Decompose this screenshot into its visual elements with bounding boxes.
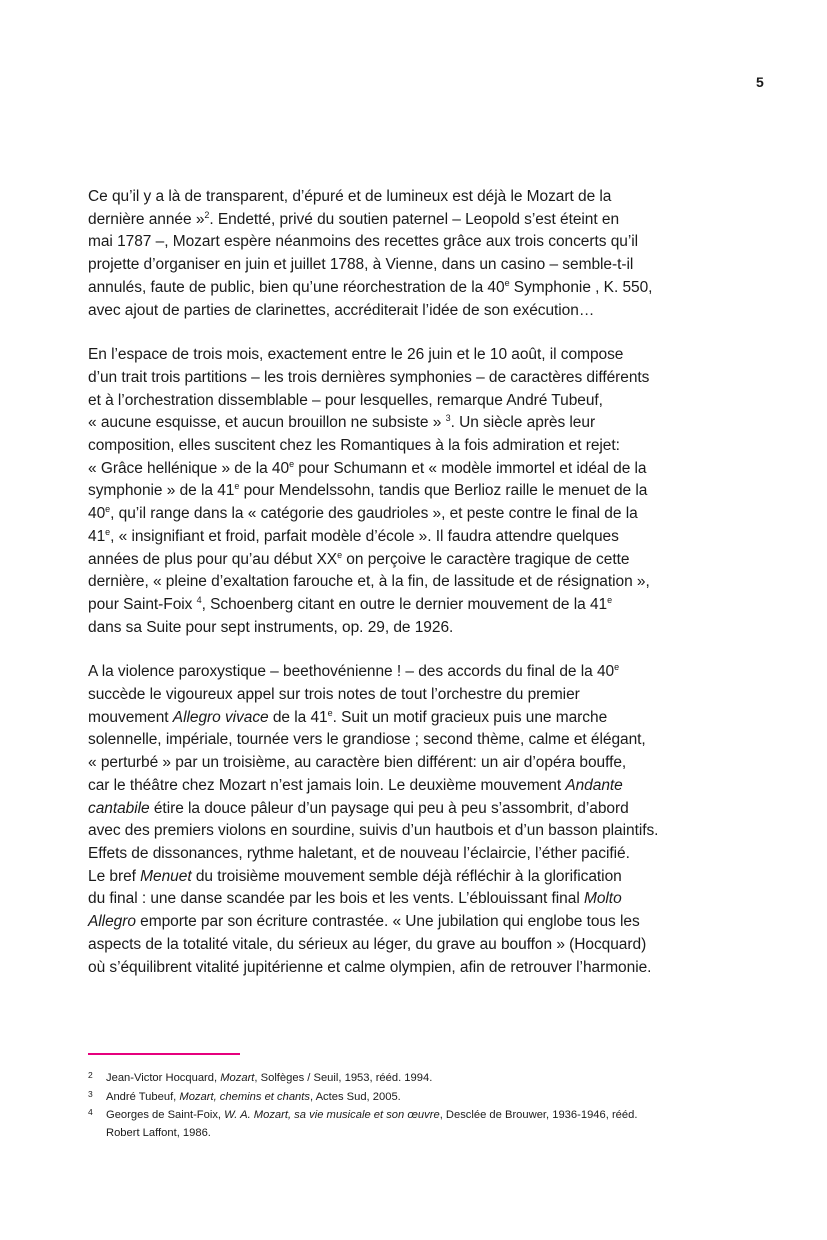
text-run: dernière année » — [88, 210, 205, 228]
text-run: projette d’organiser en juin et juillet 1788, à Vienne, dans un casino – semble-t-il — [88, 256, 634, 274]
italic-text: Allegro vivace — [172, 708, 269, 726]
footnote-text — [106, 1107, 748, 1142]
superscript: e — [337, 549, 343, 560]
superscript: e — [607, 594, 613, 605]
text-line — [106, 1089, 748, 1107]
footnote-text — [106, 1089, 748, 1107]
text-run: , Schoenberg citant en outre le dernier mouvement de la 41 — [201, 595, 608, 613]
text-run: pour Mendelssohn, tandis que Berlioz raille le menuet de la — [239, 482, 648, 500]
italic-text: Mozart — [220, 1072, 255, 1084]
text-run: , qu’il range dans la « catégorie des gaudrioles », et peste contre le final de la — [110, 505, 638, 523]
text-line — [88, 300, 738, 323]
text-run: . Un siècle après leur — [450, 414, 596, 432]
text-run: « perturbé » par un troisième, au caractère bien différent: un air d’opéra bouffe, — [88, 754, 627, 772]
footnote-number: 3 — [88, 1088, 93, 1099]
text-run: Symphonie , K. 550, — [509, 278, 653, 296]
footnotes — [88, 1070, 748, 1143]
italic-text: W. A. Mozart, sa vie musicale et son œuvre — [224, 1109, 440, 1121]
text-run: , Actes Sud, 2005. — [309, 1090, 401, 1103]
text-run: Jean-Victor Hocquard, — [106, 1072, 221, 1084]
footnote-separator — [88, 1053, 240, 1055]
text-line — [88, 594, 738, 617]
footnote — [88, 1070, 748, 1088]
text-line — [88, 888, 738, 911]
text-run: André Tubeuf, — [106, 1090, 180, 1103]
text-run: 40 — [88, 505, 106, 523]
text-line — [88, 752, 738, 775]
paragraph — [88, 186, 738, 322]
superscript: 4 — [196, 594, 202, 605]
footnote-number: 2 — [88, 1070, 93, 1080]
text-line — [88, 526, 738, 549]
text-line — [88, 843, 738, 866]
superscript: 2 — [204, 209, 210, 220]
text-line — [88, 798, 738, 821]
text-run: . Endetté, privé du soutien paternel – Leopold s’est éteint en — [209, 210, 620, 228]
text-line — [88, 684, 738, 707]
text-run: dans sa Suite pour sept instruments, op. 29, de 1926. — [88, 618, 454, 636]
text-line — [88, 209, 738, 232]
text-run: , Solfèges / Seuil, 1953, rééd. 1994. — [254, 1072, 433, 1084]
footnote-text — [106, 1070, 748, 1088]
text-line — [106, 1070, 748, 1088]
text-line — [88, 344, 738, 367]
text-run: mai 1787 –, Mozart espère néanmoins des recettes grâce aux trois concerts qu’il — [88, 233, 639, 251]
superscript: e — [105, 504, 111, 515]
text-line — [88, 480, 738, 503]
text-run: emporte par son écriture contrastée. « Une jubilation qui englobe tous les — [135, 913, 640, 931]
text-line — [88, 911, 738, 934]
text-line — [88, 458, 738, 481]
text-line — [88, 435, 738, 458]
text-run: on perçoive le caractère tragique de cette — [342, 550, 630, 568]
paragraph — [88, 344, 738, 639]
text-line — [88, 729, 738, 752]
text-run: car le théâtre chez Mozart n’est jamais loin. Le deuxième mouvement — [88, 776, 566, 794]
text-run: Georges de Saint-Foix, — [106, 1109, 225, 1121]
text-line — [88, 412, 738, 435]
text-line — [88, 277, 738, 300]
text-run: de la 41 — [268, 708, 328, 726]
superscript: e — [105, 526, 111, 537]
text-run: , Desclée de Brouwer, 1936-1946, rééd. — [439, 1109, 638, 1121]
text-run: mouvement — [88, 708, 173, 726]
text-line — [88, 617, 738, 640]
text-run: dernière, « pleine d’exaltation farouche et, à la fin, de lassitude et de résignation », — [88, 573, 650, 591]
text-line — [88, 503, 738, 526]
text-run: « aucune esquisse, et aucun brouillon ne subsiste » — [88, 414, 446, 432]
text-line — [88, 957, 738, 980]
text-run: A la violence paroxystique – beethovénienne ! – des accords du final de la 40 — [88, 663, 615, 681]
text-line — [106, 1125, 748, 1143]
text-run: Robert Laffont, 1986. — [106, 1126, 211, 1139]
text-line — [88, 866, 738, 889]
text-line — [88, 254, 738, 277]
text-run: succède le vigoureux appel sur trois notes de tout l’orchestre du premier — [88, 686, 580, 704]
paragraph — [88, 661, 738, 979]
text-run: du troisième mouvement semble déjà réfléchir à la glorification — [191, 867, 622, 885]
text-run: où s’équilibrent vitalité jupitérienne et calme olympien, afin de retrouver l’harmonie. — [88, 958, 652, 976]
footnote — [88, 1089, 748, 1107]
superscript: e — [614, 662, 620, 673]
text-run: Ce qu’il y a là de transparent, d’épuré et de lumineux est déjà le Mozart de la — [88, 188, 612, 205]
text-run: du final : une danse scandée par les bois et les vents. L’éblouissant final — [88, 890, 584, 908]
superscript: e — [327, 707, 333, 718]
italic-text: cantabile — [88, 799, 150, 817]
text-run: aspects de la totalité vitale, du sérieux au léger, du grave au bouffon » (Hocquard) — [88, 935, 647, 953]
footnote-number: 4 — [88, 1107, 93, 1117]
text-line — [88, 571, 738, 594]
italic-text: Allegro — [88, 913, 136, 931]
text-run: annulés, faute de public, bien qu’une réorchestration de la 40 — [88, 278, 505, 296]
text-run: solennelle, impériale, tournée vers le grandiose ; second thème, calme et élégant, — [88, 731, 646, 749]
text-line — [88, 775, 738, 798]
text-line — [88, 661, 738, 684]
text-run: Le bref — [88, 867, 141, 885]
text-run: avec ajout de parties de clarinettes, accréditerait l’idée de son exécution… — [88, 301, 595, 319]
text-line — [88, 707, 738, 730]
text-run: « Grâce hellénique » de la 40 — [88, 459, 290, 477]
text-run: , « insignifiant et froid, parfait modèle d’école ». Il faudra attendre quelques — [110, 527, 619, 545]
text-line — [88, 934, 738, 957]
text-run: années de plus pour qu’au début XX — [88, 550, 338, 568]
text-line — [88, 549, 738, 572]
text-run: Effets de dissonances, rythme haletant, et de nouveau l’éclaircie, l’éther pacifié. — [88, 844, 630, 862]
text-run: pour Schumann et « modèle immortel et idéal de la — [294, 459, 647, 477]
page-number: 5 — [756, 74, 764, 90]
italic-text: Mozart, chemins et chants — [179, 1090, 310, 1103]
text-line — [88, 390, 738, 413]
text-run: avec des premiers violons en sourdine, suivis d’un hautbois et d’un basson plaintifs. — [88, 822, 659, 840]
italic-text: Andante — [565, 776, 623, 794]
text-run: d’un trait trois partitions – les trois dernières symphonies – de caractères différents — [88, 368, 650, 386]
text-line — [88, 186, 738, 209]
text-line — [88, 820, 738, 843]
text-run: 41 — [88, 527, 106, 545]
body-text — [88, 186, 738, 1001]
superscript: e — [234, 481, 240, 492]
text-run: symphonie » de la 41 — [88, 482, 235, 500]
text-run: En l’espace de trois mois, exactement entre le 26 juin et le 10 août, il compose — [88, 346, 624, 364]
superscript: e — [504, 277, 510, 288]
italic-text: Molto — [583, 890, 622, 908]
text-run: étire la douce pâleur d’un paysage qui peu à peu s’assombrit, d’abord — [149, 799, 629, 817]
text-run: composition, elles suscitent chez les Romantiques à la fois admiration et rejet: — [88, 437, 620, 455]
superscript: 3 — [445, 413, 451, 424]
footnote — [88, 1107, 748, 1142]
text-line — [88, 367, 738, 390]
italic-text: Menuet — [140, 867, 192, 885]
text-run: pour Saint-Foix — [88, 595, 197, 613]
text-line — [106, 1107, 748, 1125]
superscript: e — [289, 458, 295, 469]
text-run: . Suit un motif gracieux puis une marche — [332, 708, 608, 726]
text-line — [88, 231, 738, 254]
text-run: et à l’orchestration dissemblable – pour lesquelles, remarque André Tubeuf, — [88, 391, 603, 409]
